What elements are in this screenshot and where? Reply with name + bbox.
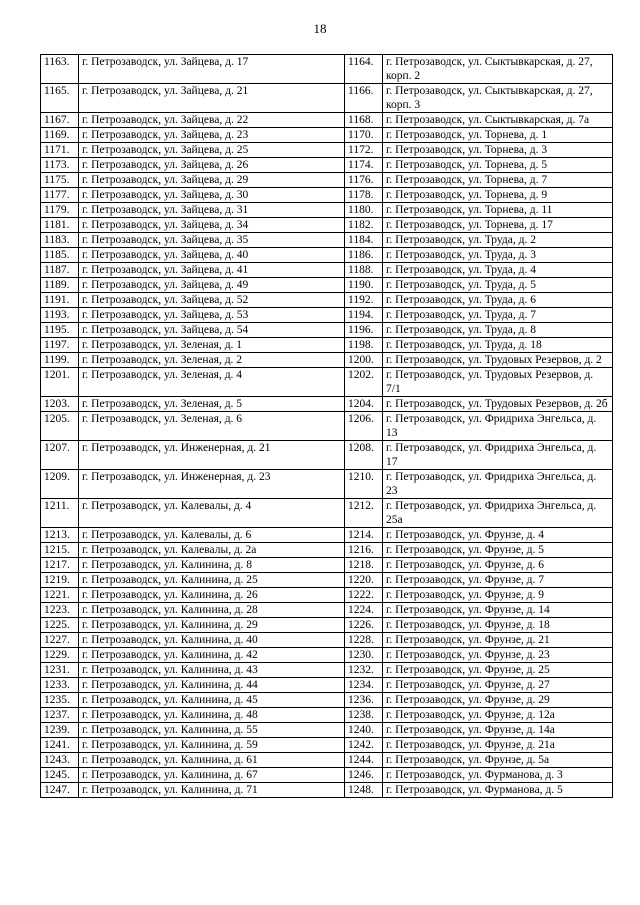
entry-number-right: 1178. (345, 188, 383, 203)
entry-number-left: 1181. (41, 218, 79, 233)
entry-number-right: 1232. (345, 663, 383, 678)
address-right: г. Петрозаводск, ул. Трудовых Резервов, д. 7/1 (383, 368, 613, 397)
table-row (41, 397, 613, 412)
table-row (41, 678, 613, 693)
entry-number-right: 1176. (345, 173, 383, 188)
entry-number-right: 1238. (345, 708, 383, 723)
address-left: г. Петрозаводск, ул. Зайцева, д. 49 (79, 278, 345, 293)
address-right: г. Петрозаводск, ул. Труда, д. 18 (383, 338, 613, 353)
entry-number-left: 1247. (41, 783, 79, 798)
table-row (41, 308, 613, 323)
table-row (41, 708, 613, 723)
address-left: г. Петрозаводск, ул. Калинина, д. 48 (79, 708, 345, 723)
address-left: г. Петрозаводск, ул. Зайцева, д. 30 (79, 188, 345, 203)
entry-number-right: 1184. (345, 233, 383, 248)
entry-number-right: 1208. (345, 441, 383, 470)
table-row (41, 723, 613, 738)
address-right: г. Петрозаводск, ул. Фридриха Энгельса, д. 17 (383, 441, 613, 470)
entry-number-left: 1195. (41, 323, 79, 338)
table-row (41, 753, 613, 768)
entry-number-left: 1237. (41, 708, 79, 723)
entry-number-right: 1194. (345, 308, 383, 323)
address-left: г. Петрозаводск, ул. Калинина, д. 67 (79, 768, 345, 783)
table-row (41, 203, 613, 218)
entry-number-left: 1217. (41, 558, 79, 573)
address-left: г. Петрозаводск, ул. Калинина, д. 61 (79, 753, 345, 768)
address-left: г. Петрозаводск, ул. Калевалы, д. 6 (79, 528, 345, 543)
address-left: г. Петрозаводск, ул. Зайцева, д. 40 (79, 248, 345, 263)
address-left: г. Петрозаводск, ул. Калинина, д. 8 (79, 558, 345, 573)
address-right: г. Петрозаводск, ул. Труда, д. 3 (383, 248, 613, 263)
address-left: г. Петрозаводск, ул. Калинина, д. 25 (79, 573, 345, 588)
address-right: г. Петрозаводск, ул. Фрунзе, д. 25 (383, 663, 613, 678)
table-row (41, 323, 613, 338)
table-row (41, 293, 613, 308)
address-right: г. Петрозаводск, ул. Фрунзе, д. 5 (383, 543, 613, 558)
entry-number-right: 1216. (345, 543, 383, 558)
entry-number-left: 1239. (41, 723, 79, 738)
entry-number-right: 1168. (345, 113, 383, 128)
entry-number-right: 1182. (345, 218, 383, 233)
table-row (41, 128, 613, 143)
address-right: г. Петрозаводск, ул. Торнева, д. 1 (383, 128, 613, 143)
entry-number-left: 1227. (41, 633, 79, 648)
address-left: г. Петрозаводск, ул. Калинина, д. 29 (79, 618, 345, 633)
entry-number-left: 1169. (41, 128, 79, 143)
entry-number-left: 1175. (41, 173, 79, 188)
entry-number-left: 1171. (41, 143, 79, 158)
address-left: г. Петрозаводск, ул. Зайцева, д. 25 (79, 143, 345, 158)
address-left: г. Петрозаводск, ул. Зеленая, д. 2 (79, 353, 345, 368)
entry-number-left: 1219. (41, 573, 79, 588)
address-left: г. Петрозаводск, ул. Зайцева, д. 17 (79, 55, 345, 84)
entry-number-right: 1244. (345, 753, 383, 768)
address-left: г. Петрозаводск, ул. Калинина, д. 55 (79, 723, 345, 738)
address-left: г. Петрозаводск, ул. Зеленая, д. 4 (79, 368, 345, 397)
entry-number-left: 1193. (41, 308, 79, 323)
entry-number-left: 1233. (41, 678, 79, 693)
entry-number-right: 1210. (345, 470, 383, 499)
address-left: г. Петрозаводск, ул. Зайцева, д. 53 (79, 308, 345, 323)
address-right: г. Петрозаводск, ул. Фрунзе, д. 23 (383, 648, 613, 663)
table-row (41, 693, 613, 708)
table-row (41, 248, 613, 263)
table-row (41, 263, 613, 278)
address-right: г. Петрозаводск, ул. Сыктывкарская, д. 7а (383, 113, 613, 128)
address-right: г. Петрозаводск, ул. Труда, д. 6 (383, 293, 613, 308)
address-right: г. Петрозаводск, ул. Торнева, д. 17 (383, 218, 613, 233)
entry-number-right: 1236. (345, 693, 383, 708)
entry-number-right: 1198. (345, 338, 383, 353)
address-right: г. Петрозаводск, ул. Фрунзе, д. 7 (383, 573, 613, 588)
entry-number-left: 1167. (41, 113, 79, 128)
address-left: г. Петрозаводск, ул. Зайцева, д. 52 (79, 293, 345, 308)
table-row (41, 470, 613, 499)
table-row (41, 543, 613, 558)
address-left: г. Петрозаводск, ул. Зайцева, д. 54 (79, 323, 345, 338)
table-row (41, 188, 613, 203)
address-left: г. Петрозаводск, ул. Калинина, д. 43 (79, 663, 345, 678)
table-row (41, 338, 613, 353)
table-row (41, 55, 613, 84)
address-right: г. Петрозаводск, ул. Торнева, д. 5 (383, 158, 613, 173)
entry-number-right: 1172. (345, 143, 383, 158)
table-row (41, 84, 613, 113)
address-left: г. Петрозаводск, ул. Калинина, д. 26 (79, 588, 345, 603)
entry-number-left: 1241. (41, 738, 79, 753)
address-left: г. Петрозаводск, ул. Калинина, д. 44 (79, 678, 345, 693)
entry-number-left: 1205. (41, 412, 79, 441)
entry-number-left: 1197. (41, 338, 79, 353)
address-left: г. Петрозаводск, ул. Зайцева, д. 26 (79, 158, 345, 173)
address-left: г. Петрозаводск, ул. Калинина, д. 71 (79, 783, 345, 798)
entry-number-right: 1234. (345, 678, 383, 693)
address-right: г. Петрозаводск, ул. Труда, д. 5 (383, 278, 613, 293)
address-left: г. Петрозаводск, ул. Зайцева, д. 29 (79, 173, 345, 188)
table-row (41, 648, 613, 663)
entry-number-left: 1221. (41, 588, 79, 603)
table-row (41, 783, 613, 798)
address-right: г. Петрозаводск, ул. Фурманова, д. 3 (383, 768, 613, 783)
entry-number-right: 1180. (345, 203, 383, 218)
address-right: г. Петрозаводск, ул. Фрунзе, д. 21 (383, 633, 613, 648)
table-row (41, 768, 613, 783)
entry-number-right: 1240. (345, 723, 383, 738)
address-right: г. Петрозаводск, ул. Фрунзе, д. 21а (383, 738, 613, 753)
address-left: г. Петрозаводск, ул. Калинина, д. 59 (79, 738, 345, 753)
entry-number-right: 1230. (345, 648, 383, 663)
entry-number-right: 1228. (345, 633, 383, 648)
address-right: г. Петрозаводск, ул. Фрунзе, д. 4 (383, 528, 613, 543)
entry-number-left: 1199. (41, 353, 79, 368)
entry-number-right: 1206. (345, 412, 383, 441)
table-row (41, 412, 613, 441)
entry-number-left: 1177. (41, 188, 79, 203)
entry-number-left: 1203. (41, 397, 79, 412)
entry-number-left: 1179. (41, 203, 79, 218)
entry-number-left: 1165. (41, 84, 79, 113)
entry-number-right: 1242. (345, 738, 383, 753)
address-right: г. Петрозаводск, ул. Фридриха Энгельса, д. 25а (383, 499, 613, 528)
table-row (41, 278, 613, 293)
address-right: г. Петрозаводск, ул. Торнева, д. 9 (383, 188, 613, 203)
address-right: г. Петрозаводск, ул. Сыктывкарская, д. 27, корп. 3 (383, 84, 613, 113)
table-row (41, 528, 613, 543)
table-row (41, 603, 613, 618)
table-row (41, 113, 613, 128)
entry-number-right: 1164. (345, 55, 383, 84)
address-left: г. Петрозаводск, ул. Зеленая, д. 1 (79, 338, 345, 353)
address-right: г. Петрозаводск, ул. Трудовых Резервов, д. 2б (383, 397, 613, 412)
address-right: г. Петрозаводск, ул. Сыктывкарская, д. 27, корп. 2 (383, 55, 613, 84)
table-row (41, 558, 613, 573)
entry-number-right: 1196. (345, 323, 383, 338)
entry-number-right: 1200. (345, 353, 383, 368)
address-left: г. Петрозаводск, ул. Зеленая, д. 5 (79, 397, 345, 412)
entry-number-right: 1222. (345, 588, 383, 603)
table-row (41, 663, 613, 678)
entry-number-left: 1209. (41, 470, 79, 499)
table-row (41, 588, 613, 603)
address-left: г. Петрозаводск, ул. Инженерная, д. 23 (79, 470, 345, 499)
address-right: г. Петрозаводск, ул. Фрунзе, д. 18 (383, 618, 613, 633)
address-left: г. Петрозаводск, ул. Зайцева, д. 23 (79, 128, 345, 143)
table-row (41, 499, 613, 528)
address-right: г. Петрозаводск, ул. Фрунзе, д. 29 (383, 693, 613, 708)
entry-number-right: 1248. (345, 783, 383, 798)
entry-number-left: 1215. (41, 543, 79, 558)
page-number: 18 (313, 21, 327, 36)
address-left: г. Петрозаводск, ул. Зеленая, д. 6 (79, 412, 345, 441)
table-row (41, 573, 613, 588)
entry-number-left: 1191. (41, 293, 79, 308)
entry-number-left: 1213. (41, 528, 79, 543)
entry-number-right: 1224. (345, 603, 383, 618)
table-row (41, 368, 613, 397)
entry-number-left: 1207. (41, 441, 79, 470)
address-left: г. Петрозаводск, ул. Калевалы, д. 4 (79, 499, 345, 528)
address-right: г. Петрозаводск, ул. Фурманова, д. 5 (383, 783, 613, 798)
entry-number-left: 1245. (41, 768, 79, 783)
entry-number-right: 1212. (345, 499, 383, 528)
entry-number-left: 1231. (41, 663, 79, 678)
address-right: г. Петрозаводск, ул. Труда, д. 8 (383, 323, 613, 338)
address-right: г. Петрозаводск, ул. Фрунзе, д. 12а (383, 708, 613, 723)
table-row (41, 173, 613, 188)
address-left: г. Петрозаводск, ул. Калинина, д. 42 (79, 648, 345, 663)
entry-number-left: 1211. (41, 499, 79, 528)
address-right: г. Петрозаводск, ул. Фридриха Энгельса, д. 23 (383, 470, 613, 499)
address-right: г. Петрозаводск, ул. Фридриха Энгельса, д. 13 (383, 412, 613, 441)
entry-number-right: 1214. (345, 528, 383, 543)
entry-number-left: 1163. (41, 55, 79, 84)
table-row (41, 158, 613, 173)
address-left: г. Петрозаводск, ул. Инженерная, д. 21 (79, 441, 345, 470)
entry-number-left: 1189. (41, 278, 79, 293)
address-right: г. Петрозаводск, ул. Труда, д. 2 (383, 233, 613, 248)
address-right: г. Петрозаводск, ул. Торнева, д. 3 (383, 143, 613, 158)
address-left: г. Петрозаводск, ул. Калинина, д. 40 (79, 633, 345, 648)
table-row (41, 441, 613, 470)
entry-number-left: 1243. (41, 753, 79, 768)
table-row (41, 218, 613, 233)
address-left: г. Петрозаводск, ул. Зайцева, д. 31 (79, 203, 345, 218)
entry-number-left: 1185. (41, 248, 79, 263)
address-left: г. Петрозаводск, ул. Калевалы, д. 2а (79, 543, 345, 558)
table-row (41, 738, 613, 753)
address-table-body (41, 55, 613, 798)
table-row (41, 233, 613, 248)
entry-number-left: 1187. (41, 263, 79, 278)
address-left: г. Петрозаводск, ул. Калинина, д. 28 (79, 603, 345, 618)
entry-number-right: 1218. (345, 558, 383, 573)
entry-number-right: 1188. (345, 263, 383, 278)
entry-number-right: 1204. (345, 397, 383, 412)
entry-number-left: 1223. (41, 603, 79, 618)
entry-number-right: 1220. (345, 573, 383, 588)
address-left: г. Петрозаводск, ул. Зайцева, д. 41 (79, 263, 345, 278)
entry-number-right: 1186. (345, 248, 383, 263)
entry-number-right: 1246. (345, 768, 383, 783)
address-right: г. Петрозаводск, ул. Труда, д. 4 (383, 263, 613, 278)
table-row (41, 353, 613, 368)
entry-number-right: 1226. (345, 618, 383, 633)
address-left: г. Петрозаводск, ул. Зайцева, д. 34 (79, 218, 345, 233)
address-right: г. Петрозаводск, ул. Фрунзе, д. 5а (383, 753, 613, 768)
table-row (41, 143, 613, 158)
address-left: г. Петрозаводск, ул. Зайцева, д. 22 (79, 113, 345, 128)
table-row (41, 618, 613, 633)
entry-number-right: 1190. (345, 278, 383, 293)
address-right: г. Петрозаводск, ул. Фрунзе, д. 14а (383, 723, 613, 738)
table-row (41, 633, 613, 648)
address-table (40, 54, 613, 798)
address-right: г. Петрозаводск, ул. Торнева, д. 11 (383, 203, 613, 218)
address-right: г. Петрозаводск, ул. Труда, д. 7 (383, 308, 613, 323)
address-left: г. Петрозаводск, ул. Калинина, д. 45 (79, 693, 345, 708)
entry-number-left: 1235. (41, 693, 79, 708)
entry-number-right: 1170. (345, 128, 383, 143)
address-right: г. Петрозаводск, ул. Трудовых Резервов, д. 2 (383, 353, 613, 368)
entry-number-left: 1183. (41, 233, 79, 248)
address-right: г. Петрозаводск, ул. Фрунзе, д. 14 (383, 603, 613, 618)
address-right: г. Петрозаводск, ул. Фрунзе, д. 6 (383, 558, 613, 573)
entry-number-left: 1229. (41, 648, 79, 663)
address-right: г. Петрозаводск, ул. Фрунзе, д. 9 (383, 588, 613, 603)
address-left: г. Петрозаводск, ул. Зайцева, д. 35 (79, 233, 345, 248)
entry-number-left: 1225. (41, 618, 79, 633)
address-right: г. Петрозаводск, ул. Фрунзе, д. 27 (383, 678, 613, 693)
entry-number-right: 1202. (345, 368, 383, 397)
entry-number-right: 1174. (345, 158, 383, 173)
entry-number-right: 1192. (345, 293, 383, 308)
entry-number-left: 1201. (41, 368, 79, 397)
entry-number-right: 1166. (345, 84, 383, 113)
entry-number-left: 1173. (41, 158, 79, 173)
address-left: г. Петрозаводск, ул. Зайцева, д. 21 (79, 84, 345, 113)
address-right: г. Петрозаводск, ул. Торнева, д. 7 (383, 173, 613, 188)
